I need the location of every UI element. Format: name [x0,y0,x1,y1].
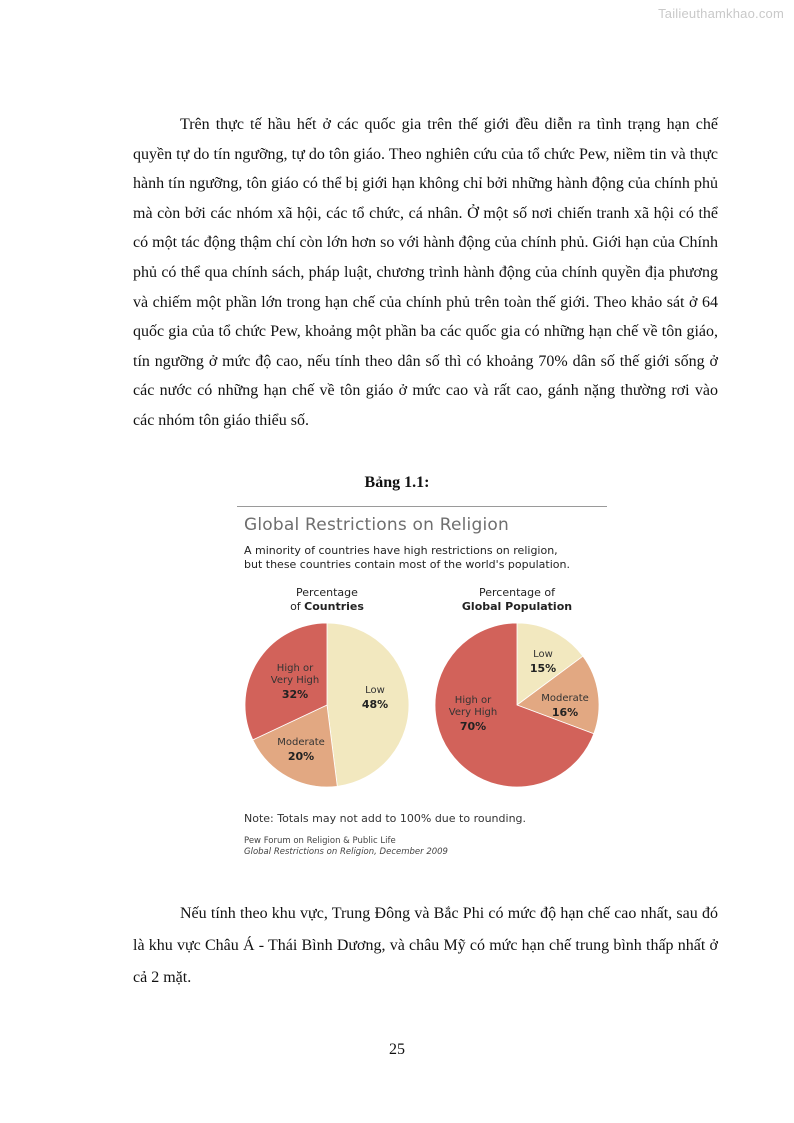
pie-heading-bold: Countries [304,600,364,613]
pie-0-label-moderate: Moderate [277,737,325,748]
paragraph-regions [133,898,718,994]
chart-source-line-2 [244,847,448,858]
pie-0-label-high: High or [276,663,314,674]
pie-1-pct-low: 15% [529,662,557,675]
chart-subtitle-line-2: but these countries contain most of the world's population. [244,558,570,571]
pie-1-label-moderate: Moderate [541,693,589,704]
pie-1-label-high: High or [454,695,492,706]
page-number: 25 [389,1041,405,1058]
pie-1-label-high: Very High [448,707,498,718]
pie-heading-prefix: of [290,600,301,613]
paragraph-restrictions [133,110,718,436]
chart-source-line-1: Pew Forum on Religion & Public Life [244,836,396,846]
pie-chart-figure [237,505,607,860]
pie-0-label-low: Low [365,685,385,696]
pie-0-pct-high: 32% [281,688,309,701]
pie-0-pct-low: 48% [361,698,389,711]
chart-source [244,836,448,858]
pie-heading-bold: Global Population [461,600,573,613]
chart-note: Note: Totals may not add to 100% due to rounding. [244,812,527,825]
chart-subtitle-line-1: A minority of countries have high restrictions on religion, [244,544,558,557]
pie-1-label-low: Low [533,649,553,660]
pie-1-pct-high: 70% [459,720,487,733]
watermark: Tailieuthamkhao.com [658,6,784,21]
pie-0-label-high: Very High [270,675,320,686]
pie-heading-line-1: Percentage of [479,586,555,599]
table-caption: Bảng 1.1: [364,474,430,491]
chart-source-line-2-text: Global Restrictions on Religion, December 2009 [244,847,448,857]
chart-title: Global Restrictions on Religion [244,515,509,535]
pie-charts-svg [237,505,607,805]
paragraph-regions-text: Nếu tính theo khu vực, Trung Đông và Bắc Phi có mức độ hạn chế cao nhất, sau đó là khu vực Châu Á - Thái Bình Dương, và châu Mỹ có mức hạn chế trung bình thấp nhất ở cả 2 mặt. [133,905,718,986]
pie-1-pct-moderate: 16% [551,706,579,719]
paragraph-restrictions-text: Trên thực tế hầu hết ở các quốc gia trên thế giới đều diễn ra tình trạng hạn chế quyền tự do tín ngưỡng, tự do tôn giáo. Theo nghiên cứu của tổ chức Pew, niềm tin và thực hành tín ngưỡng, tôn giáo có thể bị giới hạn không chỉ bởi những hành động của chính phủ mà còn bởi các nhóm xã hội, các tổ chức, cá nhân. Ở một số nơi chiến tranh xã hội có thể có một tác động thậm chí còn lớn hơn so với hành động của chính phủ. Giới hạn của Chính phủ có thể qua chính sách, pháp luật, chương trình hành động của chính quyền địa phương và chiếm một phần lớn trong hạn chế của chính phủ trên toàn thế giới. Theo khảo sát ở 64 quốc gia của tổ chức Pew, khoảng một phần ba các quốc gia có những hạn chế về tôn giáo, tín ngưỡng ở mức độ cao, nếu tính theo dân số thì có khoảng 70% dân số thế giới sống ở các nước có những hạn chế về tôn giáo ở mức cao và rất cao, gánh nặng thường rơi vào các nhóm tôn giáo thiểu số. [133,116,718,429]
pie-0-pct-moderate: 20% [287,750,315,763]
pie-heading-line-1: Percentage [296,586,358,599]
